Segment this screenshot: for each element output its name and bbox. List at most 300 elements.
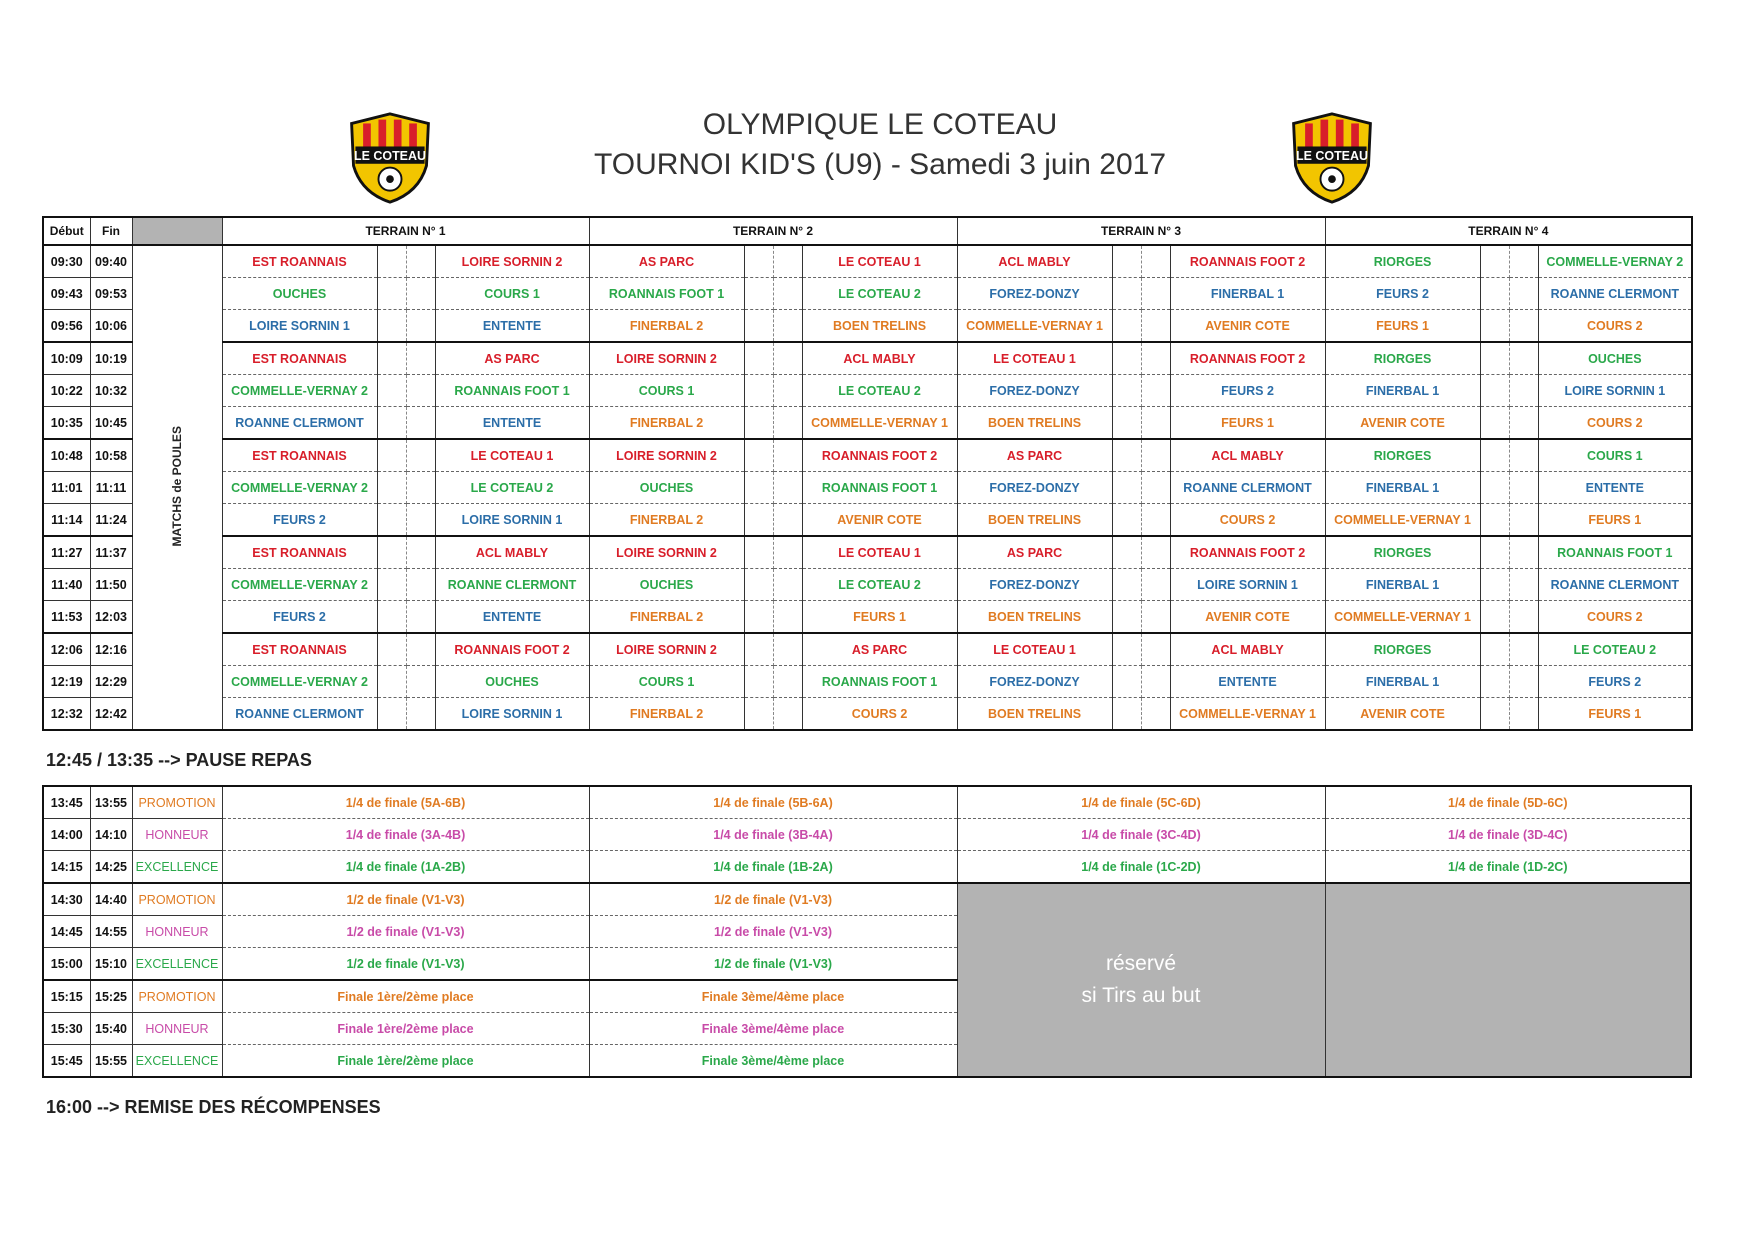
score-cell (744, 601, 773, 634)
team-home: COMMELLE-VERNAY 2 (222, 375, 377, 407)
score-cell (1509, 342, 1538, 375)
table-row (43, 666, 1692, 698)
score-cell (406, 407, 435, 440)
end-time: 10:19 (90, 342, 132, 375)
score-cell (377, 569, 406, 601)
score-cell (773, 666, 802, 698)
score-cell (1112, 472, 1141, 504)
team-home: EST ROANNAIS (222, 536, 377, 569)
team-away: COURS 2 (1538, 310, 1692, 343)
team-home: COMMELLE-VERNAY 2 (222, 666, 377, 698)
start-time: 10:09 (43, 342, 90, 375)
score-cell (1141, 342, 1170, 375)
team-home: FINERBAL 2 (589, 601, 744, 634)
score-cell (1112, 698, 1141, 731)
table-row (43, 310, 1692, 343)
table-row (43, 536, 1692, 569)
score-cell (773, 375, 802, 407)
score-cell (744, 472, 773, 504)
score-cell (406, 278, 435, 310)
team-away: ACL MABLY (435, 536, 589, 569)
team-away: LOIRE SORNIN 1 (435, 698, 589, 731)
match-label: 1/2 de finale (V1-V3) (589, 948, 957, 981)
match-label: 1/4 de finale (5B-6A) (589, 786, 957, 819)
score-cell (744, 278, 773, 310)
match-label: Finale 3ème/4ème place (589, 980, 957, 1013)
team-home: COMMELLE-VERNAY 1 (957, 310, 1112, 343)
reserved-line-2: si Tirs au but (1081, 984, 1201, 1007)
end-time: 12:42 (90, 698, 132, 731)
score-cell (1509, 439, 1538, 472)
team-away: LOIRE SORNIN 1 (1538, 375, 1692, 407)
end-time: 11:24 (90, 504, 132, 537)
score-cell (1509, 504, 1538, 537)
table-row (43, 601, 1692, 634)
start-time: 11:53 (43, 601, 90, 634)
score-cell (1141, 601, 1170, 634)
table-row (43, 439, 1692, 472)
team-away: ROANNE CLERMONT (1538, 278, 1692, 310)
score-cell (377, 245, 406, 278)
match-label: 1/2 de finale (V1-V3) (222, 883, 589, 916)
svg-text:LE COTEAU: LE COTEAU (353, 148, 427, 163)
team-home: BOEN TRELINS (957, 698, 1112, 731)
team-away: ACL MABLY (802, 342, 957, 375)
table-row (43, 819, 1691, 851)
score-cell (773, 342, 802, 375)
team-home: RIORGES (1325, 439, 1480, 472)
team-away: BOEN TRELINS (802, 310, 957, 343)
score-cell (773, 407, 802, 440)
start-time: 11:14 (43, 504, 90, 537)
team-home: FINERBAL 1 (1325, 666, 1480, 698)
match-label: 1/4 de finale (5D-6C) (1325, 786, 1691, 819)
team-home: FEURS 2 (222, 504, 377, 537)
team-home: FINERBAL 2 (589, 504, 744, 537)
start-time: 11:01 (43, 472, 90, 504)
score-cell (1141, 375, 1170, 407)
category-label: PROMOTION (132, 786, 222, 819)
team-home: EST ROANNAIS (222, 633, 377, 666)
team-home: RIORGES (1325, 245, 1480, 278)
score-cell (744, 504, 773, 537)
score-cell (1112, 536, 1141, 569)
score-cell (406, 342, 435, 375)
team-home: FINERBAL 1 (1325, 472, 1480, 504)
team-home: COMMELLE-VERNAY 1 (1325, 601, 1480, 634)
team-home: ROANNAIS FOOT 1 (589, 278, 744, 310)
score-cell (1509, 310, 1538, 343)
team-away: AVENIR COTE (1170, 310, 1325, 343)
score-cell (406, 569, 435, 601)
score-cell (1509, 698, 1538, 731)
team-home: LOIRE SORNIN 2 (589, 342, 744, 375)
score-cell (1480, 569, 1509, 601)
team-away: AS PARC (435, 342, 589, 375)
score-cell (1480, 536, 1509, 569)
svg-text:LE COTEAU: LE COTEAU (1295, 148, 1369, 163)
end-time: 10:45 (90, 407, 132, 440)
team-home: FEURS 2 (1325, 278, 1480, 310)
score-cell (773, 278, 802, 310)
score-cell (1141, 278, 1170, 310)
match-label: Finale 1ère/2ème place (222, 1045, 589, 1078)
team-away: ENTENTE (1170, 666, 1325, 698)
score-cell (406, 472, 435, 504)
end-time: 11:50 (90, 569, 132, 601)
team-away: FEURS 1 (1538, 698, 1692, 731)
club-logo-left (342, 110, 438, 206)
score-cell (377, 439, 406, 472)
score-cell (1509, 278, 1538, 310)
start-time: 09:56 (43, 310, 90, 343)
score-cell (744, 310, 773, 343)
team-home: COURS 1 (589, 666, 744, 698)
category-label: EXCELLENCE (132, 1045, 222, 1078)
team-away: COURS 2 (1538, 407, 1692, 440)
score-cell (1141, 245, 1170, 278)
start-time: 11:40 (43, 569, 90, 601)
start-time: 09:30 (43, 245, 90, 278)
team-away: ACL MABLY (1170, 633, 1325, 666)
team-away: LOIRE SORNIN 2 (435, 245, 589, 278)
score-cell (1112, 278, 1141, 310)
table-row (43, 504, 1692, 537)
team-home: OUCHES (589, 569, 744, 601)
match-label: 1/4 de finale (1B-2A) (589, 851, 957, 884)
team-away: ROANNAIS FOOT 2 (1170, 245, 1325, 278)
team-away: OUCHES (1538, 342, 1692, 375)
score-cell (1480, 472, 1509, 504)
score-cell (773, 472, 802, 504)
team-away: COURS 2 (802, 698, 957, 731)
header-blank (132, 217, 222, 245)
score-cell (1480, 439, 1509, 472)
score-cell (1141, 536, 1170, 569)
start-time: 10:22 (43, 375, 90, 407)
score-cell (406, 504, 435, 537)
team-home: FOREZ-DONZY (957, 375, 1112, 407)
team-away: AVENIR COTE (1170, 601, 1325, 634)
team-away: ROANNAIS FOOT 1 (802, 472, 957, 504)
match-label: 1/4 de finale (3A-4B) (222, 819, 589, 851)
team-home: FOREZ-DONZY (957, 472, 1112, 504)
start-time: 11:27 (43, 536, 90, 569)
score-cell (1509, 472, 1538, 504)
match-label: 1/4 de finale (3D-4C) (1325, 819, 1691, 851)
score-cell (1112, 375, 1141, 407)
team-home: FINERBAL 2 (589, 698, 744, 731)
team-home: AS PARC (957, 439, 1112, 472)
table-row (43, 245, 1692, 278)
score-cell (1509, 666, 1538, 698)
score-cell (1141, 504, 1170, 537)
team-away: LE COTEAU 1 (802, 245, 957, 278)
table-row (43, 633, 1692, 666)
club-logo-right (1284, 110, 1380, 206)
score-cell (406, 245, 435, 278)
score-cell (773, 504, 802, 537)
header-terrain-4: TERRAIN N° 4 (1325, 217, 1692, 245)
team-home: ROANNE CLERMONT (222, 698, 377, 731)
team-home: FOREZ-DONZY (957, 569, 1112, 601)
score-cell (773, 633, 802, 666)
match-label: 1/4 de finale (1A-2B) (222, 851, 589, 884)
start-time: 10:35 (43, 407, 90, 440)
score-cell (1509, 601, 1538, 634)
score-cell (773, 569, 802, 601)
score-cell (406, 439, 435, 472)
team-away: FEURS 1 (802, 601, 957, 634)
team-home: FINERBAL 1 (1325, 375, 1480, 407)
end-time: 15:10 (90, 948, 132, 981)
end-time: 14:55 (90, 916, 132, 948)
score-cell (406, 375, 435, 407)
team-home: RIORGES (1325, 633, 1480, 666)
table-row (43, 407, 1692, 440)
team-away: AS PARC (802, 633, 957, 666)
team-away: ROANNE CLERMONT (435, 569, 589, 601)
score-cell (744, 633, 773, 666)
team-home: LOIRE SORNIN 2 (589, 536, 744, 569)
header-fin: Fin (90, 217, 132, 245)
category-label: PROMOTION (132, 883, 222, 916)
table-row (43, 883, 1691, 916)
end-time: 14:10 (90, 819, 132, 851)
team-away: ROANNAIS FOOT 2 (1170, 342, 1325, 375)
score-cell (406, 601, 435, 634)
team-home: FINERBAL 2 (589, 310, 744, 343)
team-away: ROANNAIS FOOT 2 (1170, 536, 1325, 569)
start-time: 15:45 (43, 1045, 90, 1078)
score-cell (406, 666, 435, 698)
table-row (43, 851, 1691, 884)
score-cell (406, 698, 435, 731)
end-time: 10:06 (90, 310, 132, 343)
score-cell (1112, 601, 1141, 634)
category-label: EXCELLENCE (132, 851, 222, 884)
team-away: AVENIR COTE (802, 504, 957, 537)
team-home: OUCHES (222, 278, 377, 310)
team-away: COURS 2 (1538, 601, 1692, 634)
end-time: 12:03 (90, 601, 132, 634)
header-terrain-2: TERRAIN N° 2 (589, 217, 957, 245)
team-away: LE COTEAU 2 (802, 569, 957, 601)
start-time: 12:32 (43, 698, 90, 731)
team-away: COURS 1 (435, 278, 589, 310)
team-home: LOIRE SORNIN 1 (222, 310, 377, 343)
score-cell (1480, 504, 1509, 537)
score-cell (1480, 407, 1509, 440)
end-time: 13:55 (90, 786, 132, 819)
score-cell (1112, 504, 1141, 537)
match-label: 1/4 de finale (1D-2C) (1325, 851, 1691, 884)
score-cell (744, 698, 773, 731)
reserved-empty-block (1325, 883, 1691, 1077)
team-home: FOREZ-DONZY (957, 666, 1112, 698)
end-time: 11:11 (90, 472, 132, 504)
score-cell (1141, 666, 1170, 698)
team-home: EST ROANNAIS (222, 342, 377, 375)
team-home: COURS 1 (589, 375, 744, 407)
match-label: 1/2 de finale (V1-V3) (589, 916, 957, 948)
team-home: FEURS 2 (222, 601, 377, 634)
score-cell (1112, 310, 1141, 343)
score-cell (406, 633, 435, 666)
score-cell (744, 407, 773, 440)
score-cell (1480, 633, 1509, 666)
team-away: COMMELLE-VERNAY 1 (1170, 698, 1325, 731)
score-cell (1112, 439, 1141, 472)
team-home: FINERBAL 1 (1325, 569, 1480, 601)
team-home: FEURS 1 (1325, 310, 1480, 343)
score-cell (377, 698, 406, 731)
header-debut: Début (43, 217, 90, 245)
end-time: 12:29 (90, 666, 132, 698)
table-row (43, 472, 1692, 504)
team-away: LE COTEAU 2 (435, 472, 589, 504)
team-away: LOIRE SORNIN 1 (435, 504, 589, 537)
team-away: LE COTEAU 1 (802, 536, 957, 569)
team-away: LOIRE SORNIN 1 (1170, 569, 1325, 601)
score-cell (1141, 407, 1170, 440)
team-home: BOEN TRELINS (957, 407, 1112, 440)
category-label: HONNEUR (132, 1013, 222, 1045)
team-home: RIORGES (1325, 536, 1480, 569)
end-time: 09:53 (90, 278, 132, 310)
team-home: AVENIR COTE (1325, 698, 1480, 731)
team-away: FEURS 2 (1170, 375, 1325, 407)
score-cell (377, 342, 406, 375)
start-time: 09:43 (43, 278, 90, 310)
team-away: COURS 2 (1170, 504, 1325, 537)
start-time: 13:45 (43, 786, 90, 819)
team-away: ROANNAIS FOOT 1 (802, 666, 957, 698)
score-cell (773, 536, 802, 569)
score-cell (1509, 569, 1538, 601)
score-cell (377, 633, 406, 666)
match-label: 1/4 de finale (1C-2D) (957, 851, 1325, 884)
team-away: ROANNAIS FOOT 1 (435, 375, 589, 407)
team-home: COMMELLE-VERNAY 1 (1325, 504, 1480, 537)
team-home: BOEN TRELINS (957, 504, 1112, 537)
score-cell (744, 666, 773, 698)
score-cell (377, 375, 406, 407)
end-time: 14:25 (90, 851, 132, 884)
finals-schedule-table (42, 785, 1692, 1078)
category-label: HONNEUR (132, 819, 222, 851)
score-cell (1480, 245, 1509, 278)
end-time: 12:16 (90, 633, 132, 666)
score-cell (1509, 633, 1538, 666)
page-subtitle: TOURNOI KID'S (U9) - Samedi 3 juin 2017 (593, 148, 1167, 181)
match-label: 1/4 de finale (5C-6D) (957, 786, 1325, 819)
team-away: LE COTEAU 2 (802, 278, 957, 310)
score-cell (744, 375, 773, 407)
score-cell (1480, 666, 1509, 698)
score-cell (744, 536, 773, 569)
category-label: EXCELLENCE (132, 948, 222, 981)
team-home: AS PARC (589, 245, 744, 278)
team-home: LOIRE SORNIN 2 (589, 633, 744, 666)
pause-label: 12:45 / 13:35 --> PAUSE REPAS (46, 750, 312, 770)
score-cell (1509, 407, 1538, 440)
score-cell (744, 569, 773, 601)
score-cell (1112, 569, 1141, 601)
category-label: PROMOTION (132, 980, 222, 1013)
header-terrain-1: TERRAIN N° 1 (222, 217, 589, 245)
table-row (43, 375, 1692, 407)
end-time: 09:40 (90, 245, 132, 278)
score-cell (744, 245, 773, 278)
team-home: BOEN TRELINS (957, 601, 1112, 634)
score-cell (406, 536, 435, 569)
team-home: COMMELLE-VERNAY 2 (222, 472, 377, 504)
score-cell (377, 504, 406, 537)
team-away: FINERBAL 1 (1170, 278, 1325, 310)
score-cell (1480, 310, 1509, 343)
team-home: EST ROANNAIS (222, 245, 377, 278)
end-time: 15:40 (90, 1013, 132, 1045)
table-row (43, 569, 1692, 601)
team-away: ENTENTE (435, 407, 589, 440)
team-home: LE COTEAU 1 (957, 633, 1112, 666)
reserved-line-1: réservé (1105, 952, 1177, 975)
match-label: 1/2 de finale (V1-V3) (589, 883, 957, 916)
table-row (43, 786, 1691, 819)
score-cell (1480, 698, 1509, 731)
team-home: COMMELLE-VERNAY 2 (222, 569, 377, 601)
header-terrain-3: TERRAIN N° 3 (957, 217, 1325, 245)
score-cell (1509, 245, 1538, 278)
team-away: ENTENTE (435, 310, 589, 343)
end-time: 10:32 (90, 375, 132, 407)
score-cell (1509, 375, 1538, 407)
score-cell (744, 342, 773, 375)
score-cell (1112, 245, 1141, 278)
pool-schedule-table (42, 216, 1693, 731)
team-away: ROANNAIS FOOT 2 (435, 633, 589, 666)
team-away: ROANNE CLERMONT (1170, 472, 1325, 504)
team-away: ENTENTE (1538, 472, 1692, 504)
team-away: COMMELLE-VERNAY 1 (802, 407, 957, 440)
end-time: 14:40 (90, 883, 132, 916)
match-label: 1/4 de finale (3C-4D) (957, 819, 1325, 851)
team-home: RIORGES (1325, 342, 1480, 375)
score-cell (1112, 407, 1141, 440)
score-cell (377, 666, 406, 698)
score-cell (406, 310, 435, 343)
team-home: ACL MABLY (957, 245, 1112, 278)
team-home: ROANNE CLERMONT (222, 407, 377, 440)
score-cell (1141, 569, 1170, 601)
team-home: AS PARC (957, 536, 1112, 569)
match-label: Finale 3ème/4ème place (589, 1013, 957, 1045)
score-cell (1112, 633, 1141, 666)
end-time: 10:58 (90, 439, 132, 472)
score-cell (1509, 536, 1538, 569)
match-label: Finale 3ème/4ème place (589, 1045, 957, 1078)
score-cell (377, 278, 406, 310)
end-time: 15:55 (90, 1045, 132, 1078)
team-away: ROANNAIS FOOT 2 (802, 439, 957, 472)
score-cell (377, 472, 406, 504)
category-label: HONNEUR (132, 916, 222, 948)
team-away: LE COTEAU 1 (435, 439, 589, 472)
reserved-penalties-block (957, 883, 1325, 1077)
score-cell (1141, 472, 1170, 504)
score-cell (1141, 310, 1170, 343)
